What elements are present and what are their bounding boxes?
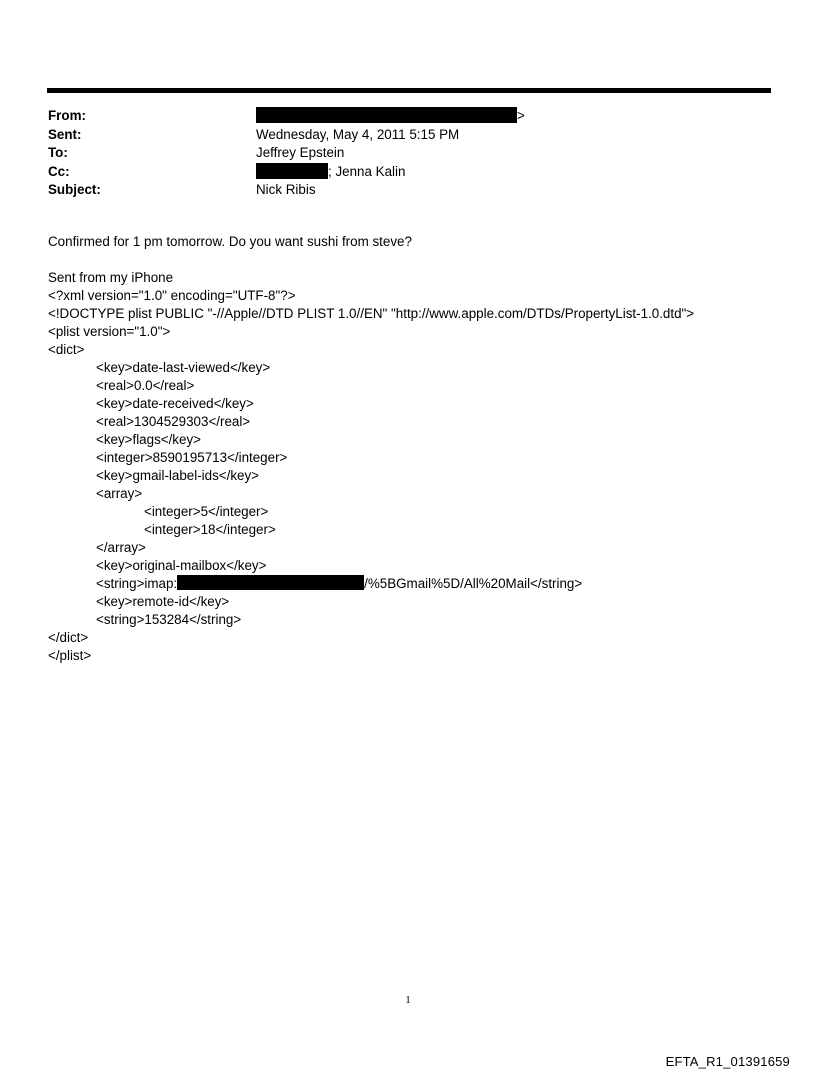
sent-value: Wednesday, May 4, 2011 5:15 PM [256,126,460,142]
page-number: 1 [405,994,411,1006]
value-line: <real>1304529303</real> [96,414,251,429]
key-line: <key>date-last-viewed</key> [96,360,271,375]
array-item: <integer>5</integer> [144,504,269,519]
subject-row [48,181,768,200]
redaction-box [177,575,364,590]
dict-open: <dict> [48,342,85,357]
value-line: <integer>8590195713</integer> [96,450,288,465]
from-suffix: > [517,108,525,123]
key-line: <key>gmail-label-ids</key> [96,468,260,483]
mailbox-value-line [48,575,768,593]
subject-label: Subject: [48,182,101,197]
redaction-box [256,107,517,123]
imap-prefix: <string>imap: [96,576,178,591]
cc-value [256,163,405,182]
imap-suffix: /%5BGmail%5D/All%20Mail</string> [364,576,583,591]
array-item: <integer>18</integer> [144,522,276,537]
signature-text: Sent from my iPhone [48,270,174,285]
email-body [48,233,768,665]
dict-close: </dict> [48,630,89,645]
value-line: <string>153284</string> [96,612,242,627]
to-label: To: [48,145,68,160]
value-line: <real>0.0</real> [96,378,195,393]
header-rule [47,88,771,93]
array-close: </array> [96,540,146,555]
key-line: <key>original-mailbox</key> [96,558,267,573]
to-value: Jeffrey Epstein [256,145,345,160]
key-line: <key>date-received</key> [96,396,254,411]
xml-declaration: <?xml version="1.0" encoding="UTF-8"?> [48,288,296,303]
cc-value-text: ; Jenna Kalin [328,163,406,179]
plist-close: </plist> [48,648,92,663]
plist-open: <plist version="1.0"> [48,324,171,339]
array-open: <array> [96,486,143,501]
doctype-line: <!DOCTYPE plist PUBLIC "-//Apple//DTD PLIST 1.0//EN" "http://www.apple.com/DTDs/PropertyList-1.0.dtd"> [48,306,695,321]
from-row [48,107,768,126]
from-label: From: [48,108,86,123]
to-row [48,144,768,163]
redaction-box [256,163,328,179]
sent-label: Sent: [48,126,82,142]
email-header [48,107,768,200]
subject-value: Nick Ribis [256,182,316,197]
message-text: Confirmed for 1 pm tomorrow. Do you want sushi from steve? [48,234,412,249]
sent-row [48,126,768,145]
bates-number: EFTA_R1_01391659 [665,1054,790,1069]
blank-line [48,251,768,269]
key-line: <key>flags</key> [96,432,201,447]
key-line: <key>remote-id</key> [96,594,230,609]
cc-row [48,163,768,182]
from-value [256,107,525,126]
cc-label: Cc: [48,163,70,179]
